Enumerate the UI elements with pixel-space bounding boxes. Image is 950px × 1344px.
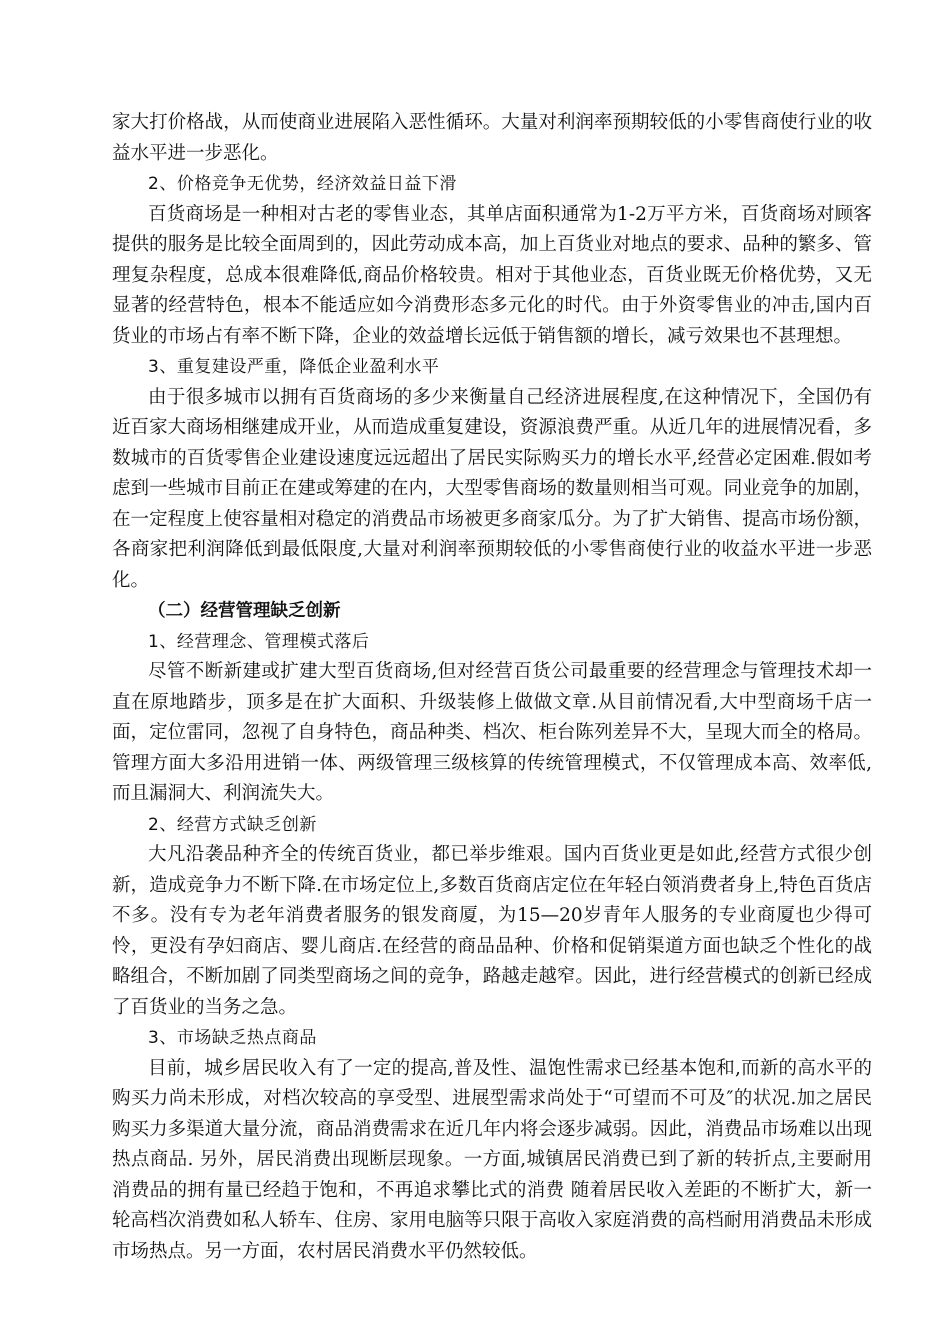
subheading-hot-products: 3、市场缺乏热点商品 xyxy=(148,1028,317,1048)
subheading-price-competition: 2、价格竞争无优势，经济效益日益下滑 xyxy=(148,174,457,194)
document-page xyxy=(112,108,872,1267)
paragraph-price-competition: 百货商场是一种相对古老的零售业态，其单店面积通常为1-2万平方米，百货商场对顾客提供的服务是比较全面周到的，因此劳动成本高，加上百货业对地点的要求、品种的繁多、管理复杂程度，总成本很难降低,商品价格较贵。相对于其他业态，百货业既无价格优势，又无显著的经营特色，根本不能适应如今消费形态多元化的时代。由于外资零售业的冲击,国内百货业的市场占有率不断下降，企业的效益增长远低于销售额的增长，减亏效果也不甚理想。 xyxy=(112,203,872,347)
paragraph-hot-products: 目前，城乡居民收入有了一定的提高,普及性、温饱性需求已经基本饱和,而新的高水平的购买力尚未形成，对档次较高的享受型、进展型需求尚处于“可望而不可及″的状况.加之居民购买力多渠道大量分流，商品消费需求在近几年内将会逐步减弱。因此，消费品市场难以出现热点商品. 另外，居民消费出现断层现象。一方面,城镇居民消费已到了新的转折点,主要耐用消费品的拥有量已经趋于饱和，不再追求攀比式的消费 随着居民收入差距的不断扩大，新一轮高档次消费如私人轿车、住房、家用电脑等只限于高收入家庭消费的高档耐用消费品未形成市场热点。另一方面，农村居民消费水平仍然较低。 xyxy=(112,1057,872,1262)
paragraph-continuation: 家大打价格战，从而使商业进展陷入恶性循环。大量对利润率预期较低的小零售商使行业的收益水平进一步恶化。 xyxy=(112,112,872,164)
subheading-duplicate-construction: 3、重复建设严重，降低企业盈利水平 xyxy=(148,357,440,377)
section-heading-management: （二）经营管理缺乏创新 xyxy=(148,601,341,621)
subheading-operation-mode: 2、经营方式缺乏创新 xyxy=(148,814,317,835)
paragraph-management-concept: 尽管不断新建或扩建大型百货商场,但对经营百货公司最重要的经营理念与管理技术却一直在原地踏步，顶多是在扩大面积、升级装修上做做文章.从目前情况看,大中型商场千店一面，定位雷同，忽视了自身特色，商品种类、档次、柜台陈列差异不大，呈现大而全的格局。管理方面大多沿用进销一体、两级管理三级核算的传统管理模式，不仅管理成本高、效率低,而且漏洞大、利润流失大。 xyxy=(112,661,872,804)
paragraph-operation-mode: 大凡沿袭品种齐全的传统百货业，都已举步维艰。国内百货业更是如此,经营方式很少创新，造成竞争力不断下降.在市场定位上,多数百货商店定位在年轻白领消费者身上,特色百货店不多。没有专为老年消费者服务的银发商厦，为15—20岁青年人服务的专业商厦也少得可怜，更没有孕妇商店、婴儿商店.在经营的商品品种、价格和促销渠道方面也缺乏个性化的战略组合，不断加剧了同类型商场之间的竞争，路越走越窄。因此，进行经营模式的创新已经成了百货业的当务之急。 xyxy=(112,844,872,1018)
subheading-management-concept: 1、经营理念、管理模式落后 xyxy=(148,631,370,652)
paragraph-duplicate-construction: 由于很多城市以拥有百货商场的多少来衡量自己经济进展程度,在这种情况下，全国仍有近百家大商场相继建成开业，从而造成重复建设，资源浪费严重。从近几年的进展情况看，多数城市的百货零售企业建设速度远远超出了居民实际购买力的增长水平,经营必定困难.假如考虑到一些城市目前正在建或筹建的在内，大型零售商场的数量则相当可观。同业竞争的加剧，在一定程度上使容量相对稳定的消费品市场被更多商家瓜分。为了扩大销售、提高市场份额，各商家把利润降低到最低限度,大量对利润率预期较低的小零售商使行业的收益水平进一步恶化。 xyxy=(112,386,872,591)
